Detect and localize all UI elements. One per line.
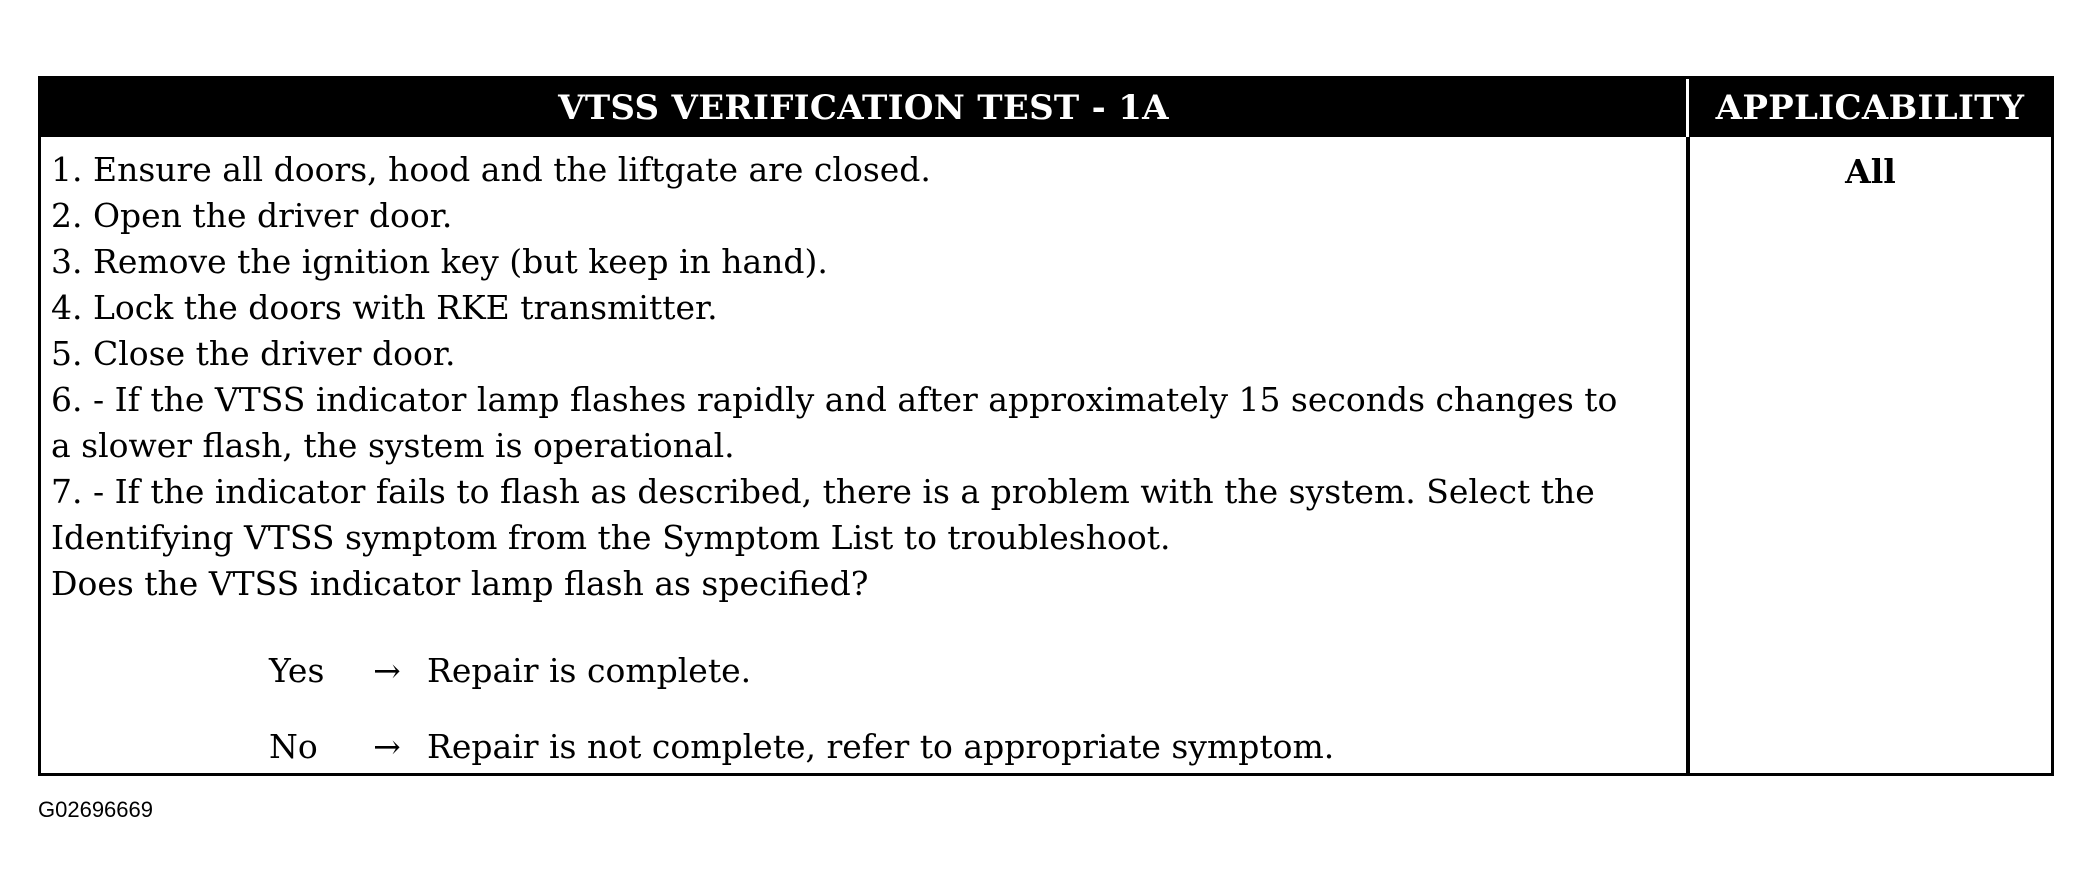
procedure-cell <box>41 137 1686 773</box>
answer-yes-row <box>51 633 1678 709</box>
answer-list <box>51 633 1678 773</box>
answer-label: No <box>269 727 318 766</box>
arrow-right-icon: → <box>373 727 401 766</box>
step-line: a slower flash, the system is operational. <box>51 426 735 465</box>
step-line: Identifying VTSS symptom from the Symptom List to troubleshoot. <box>51 518 1171 557</box>
applicability-heading: APPLICABILITY <box>1715 88 2025 128</box>
answer-text: Repair is not complete, refer to appropriate symptom. <box>427 727 1335 766</box>
test-title: VTSS VERIFICATION TEST - 1A <box>558 88 1169 128</box>
step-line: 5. Close the driver door. <box>51 334 456 373</box>
step-line: 1. Ensure all doors, hood and the liftgate are closed. <box>51 150 931 189</box>
step-line: 2. Open the driver door. <box>51 196 453 235</box>
applicability-value: All <box>1845 152 1896 191</box>
answer-text: Repair is complete. <box>427 651 752 690</box>
answer-no-row <box>51 709 1678 773</box>
test-question: Does the VTSS indicator lamp flash as specified? <box>51 564 869 603</box>
arrow-right-icon: → <box>373 651 401 690</box>
table-body <box>41 137 2051 773</box>
verification-test-table <box>38 76 2054 776</box>
table-header <box>41 79 2051 137</box>
step-line: 7. - If the indicator fails to flash as described, there is a problem with the system. Select the <box>51 472 1595 511</box>
figure-code: G02696669 <box>38 797 153 822</box>
step-line: 3. Remove the ignition key (but keep in hand). <box>51 242 828 281</box>
step-line: 6. - If the VTSS indicator lamp flashes rapidly and after approximately 15 seconds changes to <box>51 380 1618 419</box>
step-line: 4. Lock the doors with RKE transmitter. <box>51 288 718 327</box>
answer-label: Yes <box>269 651 325 690</box>
